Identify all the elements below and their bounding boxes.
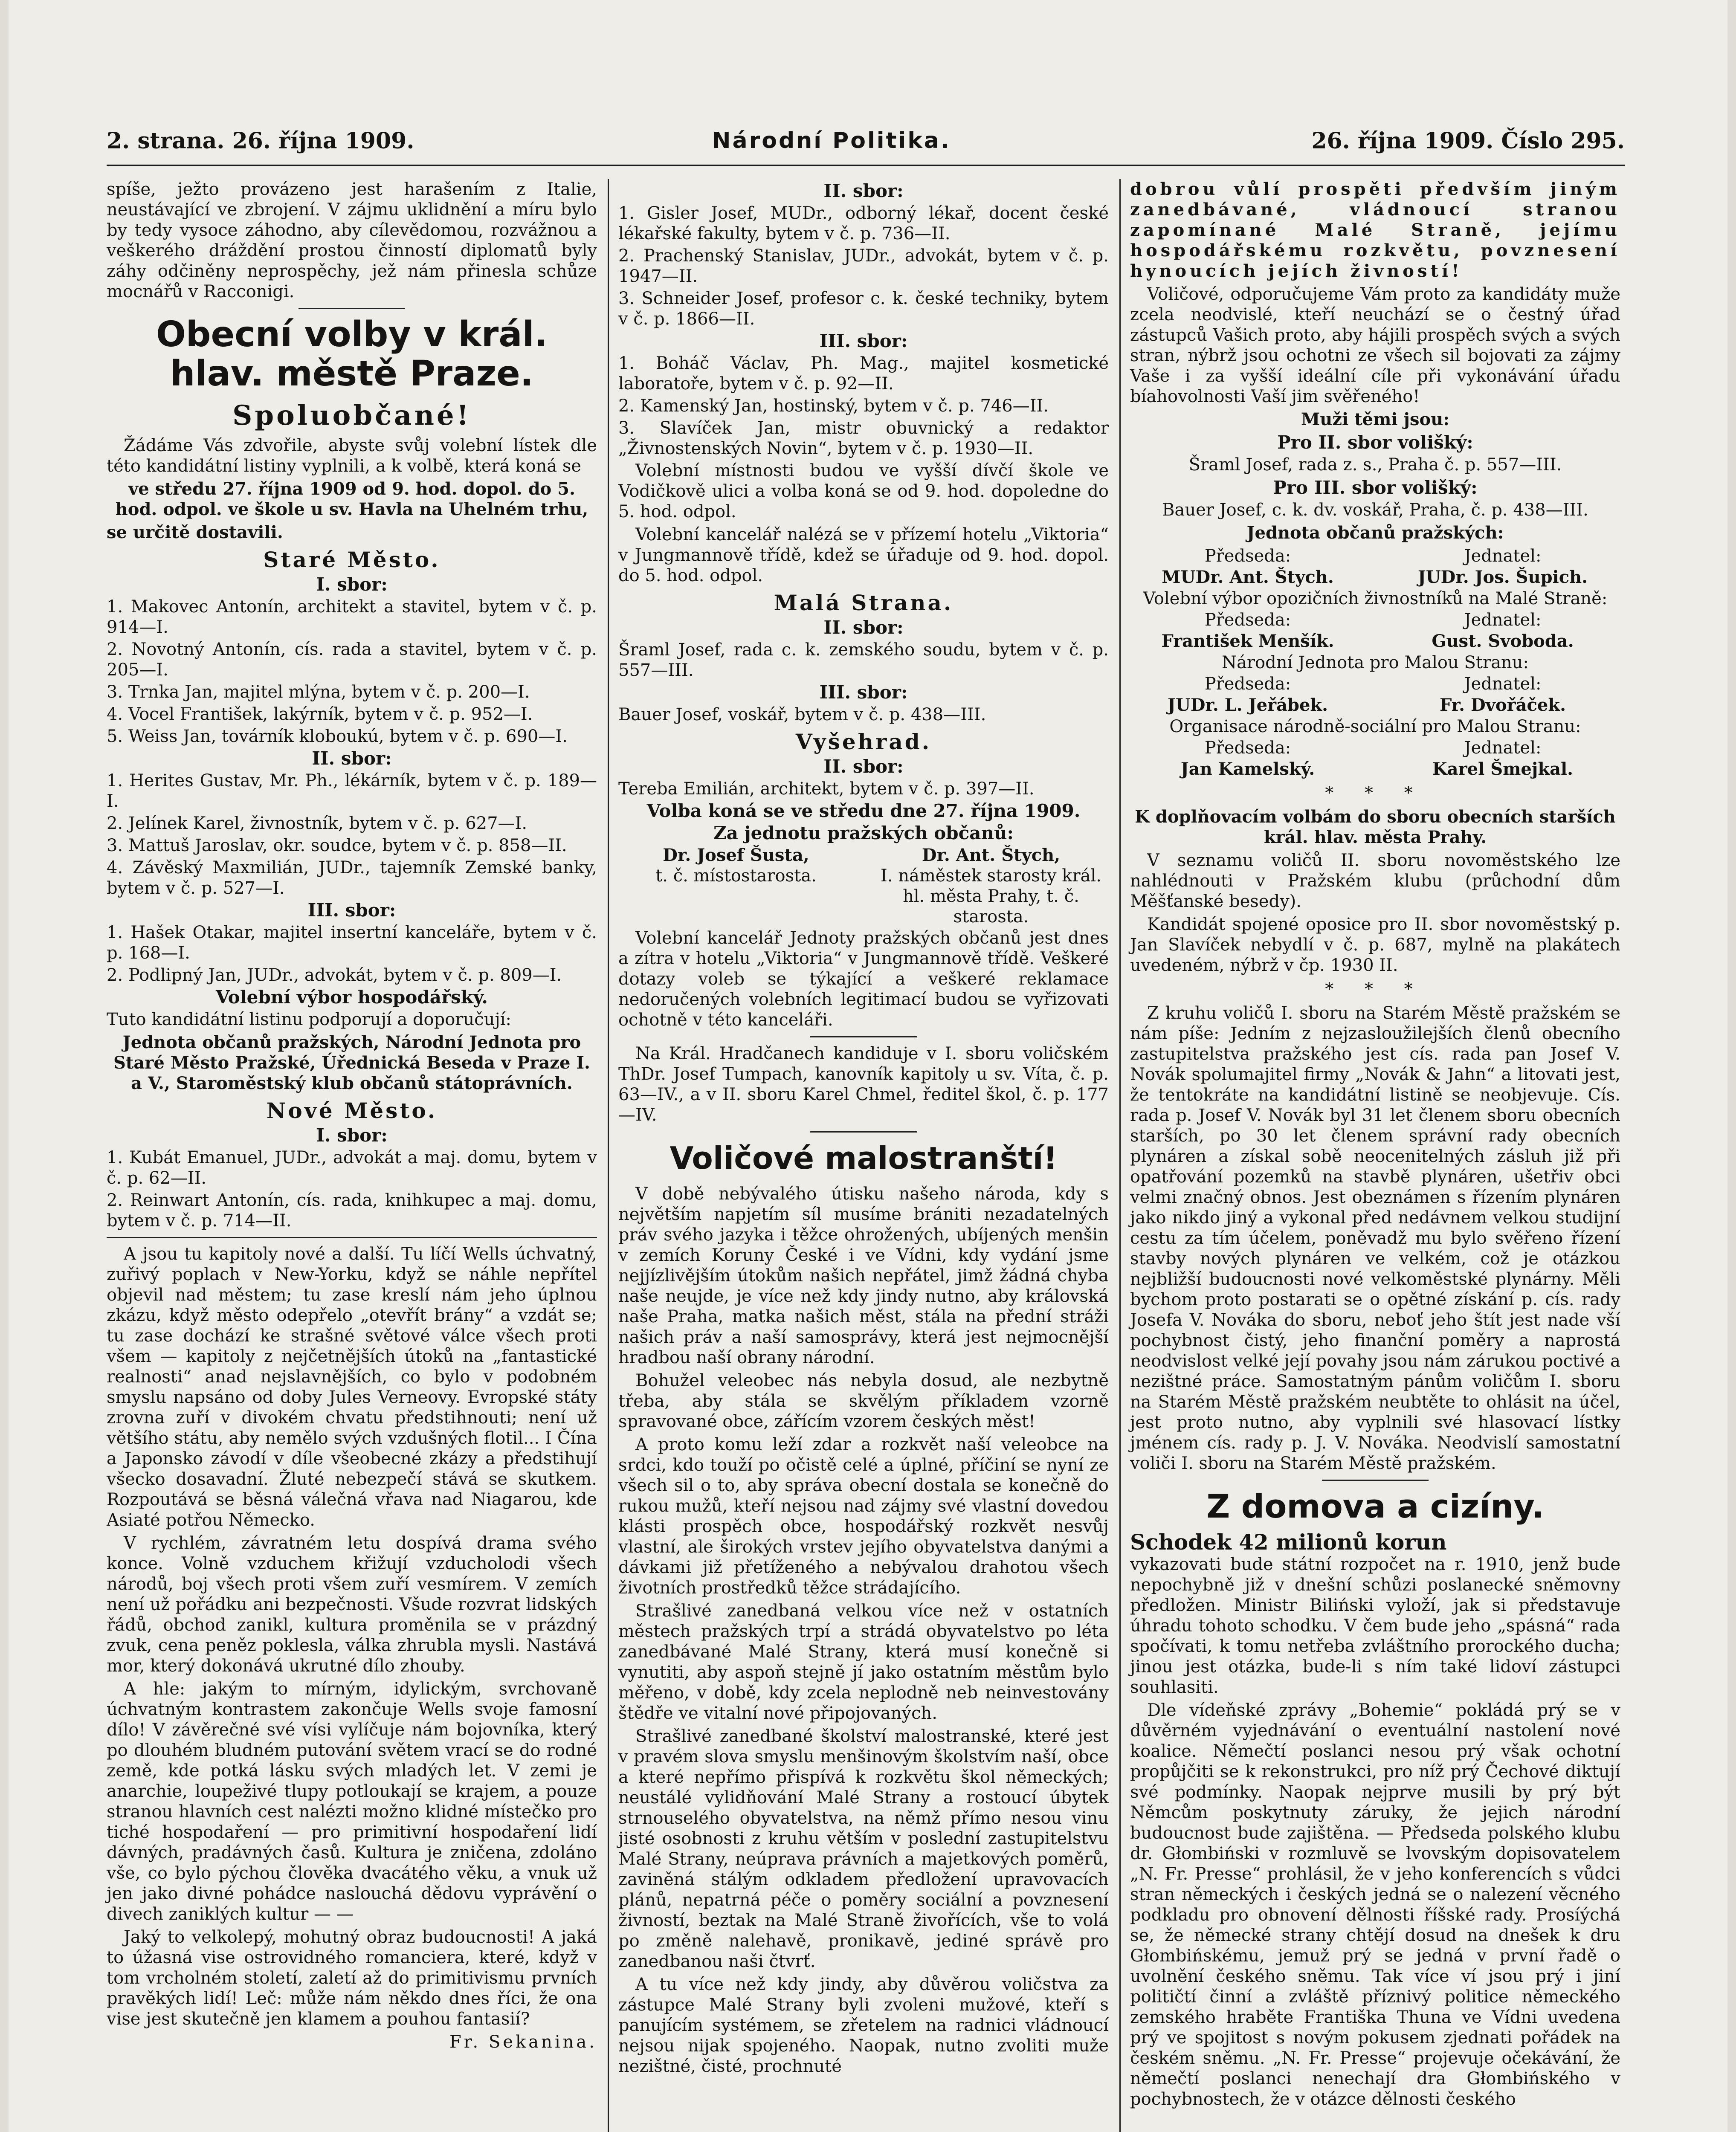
newspaper-title: Národní Politika. xyxy=(712,128,951,154)
column-divider xyxy=(608,179,609,2132)
sbor-heading: I. sbor: xyxy=(316,1125,388,1146)
signature-row xyxy=(1130,631,1620,652)
separator xyxy=(810,1131,917,1133)
hradcany-notice: Na Král. Hradčanech kandiduje v I. sboru voličském ThDr. Josef Tumpach, kanovník kapitoly u sv. Víta, č. p. 63—IV., a v II. sboru Karel Chmel, ředitel škol, č. p. 177—IV. xyxy=(618,1044,1109,1125)
asterism: * * * xyxy=(1325,783,1426,803)
signature-cell xyxy=(618,845,854,927)
candidate-notice: Kandidát spojené oposice pro II. sbor novoměstský p. Jan Slavíček nebydlí v č. p. 687, mylně na plakátech uvedeném, nýbrž v čp. 1930 II. xyxy=(1130,915,1620,975)
signatory-role: t. č. místostarosta. xyxy=(655,866,817,886)
candidate-item: 3. Slavíček Jan, mistr obuvnický a redaktor „Živnostenských Novin“, bytem v č. p. 1930—II. xyxy=(618,418,1109,458)
section-title-home-abroad: Z domova a cizíny. xyxy=(1206,1487,1544,1525)
candidate-item: 5. Weiss Jan, továrník kloboukú, bytem v č. p. 690—I. xyxy=(107,727,568,746)
union-heading: Za jednotu pražských občanů: xyxy=(713,823,1014,843)
org-heading: Volební výbor opozičních živnostníků na Malé Straně: xyxy=(1143,589,1608,608)
signatory-role: I. náměstek starosty král. hl. města Prahy, t. č. starosta. xyxy=(881,866,1101,927)
scan-edge-left xyxy=(0,0,9,2132)
feuilleton-paragraph: A jsou tu kapitoly nové a další. Tu líčí Wells úchvatný, zuřivý poplach v New-Yorku, když se náhle nepřítel objevil nad městem; tu zase kreslí nám jeho úplnou zkázu, když město odepřelo „otevřít brány“ a vzdát se; tu zase dochází ke strašné světové válce všech proti všem — kapitoly z nejčetnějších útoků na „fantastické realnosti“ anad nejslavnějších, co bylo v podobném smyslu napsáno od doby Jules Verneovy. Evropské státy zrovna zuří v divokém chvatu předstihnouti; není už většího státu, aby nemělo svých vzdušných flotil... I Čína a Japonsko závodí v díle všeobecné zkázy a předstihují všecko dosavadní. Žluté nebezpečí stává se skutkem. Rozpoutává se běsná válečná vřava nad Niagarou, kde Asiaté potřou Německo. xyxy=(107,1244,597,1530)
page-number-date: 2. strana. 26. října 1909. xyxy=(107,128,414,154)
signatory-name: MUDr. Ant. Štych. xyxy=(1162,567,1334,587)
signatory-name: JUDr. Jos. Šupich. xyxy=(1417,567,1588,587)
district-heading: Staré Město. xyxy=(263,547,441,572)
candidate-item: Šraml Josef, rada z. s., Praha č. p. 557—III. xyxy=(1188,455,1562,475)
signature-row xyxy=(1130,567,1620,588)
polling-place: Volební místnosti budou ve vyšší dívčí škole ve Vodičkově ulici a volba koná se od 9. hod. dopoledne do 5. hod. odpol. xyxy=(618,461,1109,521)
signatory-name: Gust. Svoboda. xyxy=(1432,631,1574,651)
feuilleton-paragraph: V rychlém, závratném letu dospívá drama svého konce. Volně vzduchem křižují vzducholodi všech národů, boj všech proti všem zuří vesmírem. V zemích není už pořádku ani bezpečnosti. Všude rozvrat lidských řádů, obchod zanikl, kultura proměnila se v prázdný zvuk, cena peněz poklesla, válka zhrubla mysli. Nastává mor, který dokonává ukrutné dílo zhouby. xyxy=(107,1533,597,1676)
news-paragraph: Dle vídeňské zprávy „Bohemie“ pokládá prý se v důvěrném vyjednávání o eventuální nastolení nové koalice. Němečtí poslanci nesou prý však ochotní propůjčiti se k rekonstrukci, pro níž prý Čechové diktují své podmínky. Naopak nejprve musili by prý být Němcům poskytnuty záruky, že jejich národní budoucnost bude zajištěna. — Předseda polského klubu dr. Głombiński v rozmluvě se lvovským dopisovatelem „N. Fr. Presse“ prohlásil, že v jeho konferencích s vůdci stran německých i českých jedná se o nalezení věcného podkladu pro obnovení dělnosti říšské rady. Prosíýchá se, že německé strany chtějí dosud na dnešek k dru Głombińskému, jemuž prý se jedná v první řadě o uvolnění českého sněmu. Tak více ví jsou prý i jiní političtí činní a zvláště příznivý politice německého zemského hraběte Františka Thuna ve Vídni uvedena prý ve spojitost s novým pokusem zjednati pořádek na českém sněmu. „N. Fr. Presse“ projevuje očekávání, že němečtí poslanci nenechají dra Głombińského v pochybnostech, že v otázce dělnosti českého xyxy=(1130,1700,1620,2109)
column-1 xyxy=(107,179,597,2055)
signatory-name: Dr. Josef Šusta, xyxy=(663,845,809,865)
district-heading: Vyšehrad. xyxy=(795,729,932,754)
candidate-item: 3. Schneider Josef, profesor c. k. české techniky, bytem v č. p. 1866—II. xyxy=(618,289,1109,329)
appeal-heading: Spoluobčané! xyxy=(232,400,471,432)
sbor-heading: II. sbor: xyxy=(823,756,904,777)
candidate-item: Tereba Emilián, architekt, bytem v č. p. 397—II. xyxy=(618,779,1035,799)
candidate-item: Šraml Josef, rada c. k. zemského soudu, bytem v č. p. 557—III. xyxy=(618,640,1109,680)
org-heading: Jednota občanů pražských: xyxy=(1246,523,1504,543)
candidate-item: 3. Mattuš Jaroslav, okr. soudce, bytem v č. p. 858—II. xyxy=(107,836,567,855)
candidate-item: 2. Jelínek Karel, živnostník, bytem v č. p. 627—I. xyxy=(107,814,527,833)
role-label: Jednatel: xyxy=(1464,674,1542,694)
sbor-heading: II. sbor: xyxy=(823,180,904,201)
news-paragraph: vykazovati bude státní rozpočet na r. 1910, jenž bude nepochybně již v dnešní schůzi poslanecké sněmovny předložen. Ministr Biliński vyloží, jak si představuje úhradu tohoto schodku. V čem bude jeho „spásná“ rada spočívati, k tomu netřeba zvláštního prorockého ducha; jinou jest otázka, bude-li s ním také lidoví zástupci souhlasiti. xyxy=(1130,1555,1620,1697)
separator xyxy=(299,308,405,309)
signature-row xyxy=(1130,546,1620,566)
role-label: Předseda: xyxy=(1204,674,1291,694)
article-paragraph: Bohužel veleobec nás nebyla dosud, ale nezbytně třeba, aby stála se skvělým příkladem vzorně spravované obce, zářícím vzorem českých měst! xyxy=(618,1371,1109,1431)
feuilleton-paragraph: Jaký to velkolepý, mohutný obraz budoucnosti! A jaká to úžasná vise ostrovidného romanciera, které, když v tom vrcholném století, zaletí až do primitivismu prvních pravěkých lidí! Leč: může nám někdo dnes říci, že ona vise jest skutečně jen klamem a pouhou fantasií? xyxy=(107,1927,597,2029)
signature-row xyxy=(1130,610,1620,630)
article-continuation: dobrou vůlí prospěti předvším jiným zanedbávané, vládnoucí stranou zapomínané Malé Straně, jejímu hospodářskému rozkvětu, povznesení hynoucích jejích živností! xyxy=(1130,179,1620,281)
article-paragraph: Strašlivé zanedbaná velkou více než v ostatních městech pražských trpí a strádá obyvatelstvo po léta zanedbávané Malé Strany, která musí konečně si vynutiti, aby aspoň stejně jí jako ostatním městům bylo měřeno, v době, kdy zcela neplodně neb neinvestovány štědře ve vitalní nové připojovaných. xyxy=(618,1601,1109,1723)
signature-row xyxy=(1130,674,1620,694)
feuilleton-signature: Fr. Sekanina. xyxy=(449,2032,597,2052)
news-heading: Schodek 42 milionů korun xyxy=(1130,1529,1447,1555)
separator xyxy=(107,1237,597,1238)
signatory-name: Dr. Ant. Štych, xyxy=(922,845,1061,865)
candidate-item: 4. Závěský Maxmilián, JUDr., tajemník Zemské banky, bytem v č. p. 527—I. xyxy=(107,858,597,898)
sbor-heading: Pro II. sbor volišký: xyxy=(1277,432,1473,453)
candidate-item: 1. Gisler Josef, MUDr., odborný lékař, docent české lékařské fakulty, bytem v č. p. 736—II. xyxy=(618,203,1109,243)
candidate-item: 1. Makovec Antonín, architekt a stavitel, bytem v č. p. 914—I. xyxy=(107,597,597,637)
candidate-item: 2. Prachenský Stanislav, JUDr., advokát, bytem v č. p. 1947—II. xyxy=(618,246,1109,286)
candidate-item: 2. Reinwart Antonín, cís. rada, knihkupec a maj. domu, bytem v č. p. 714—II. xyxy=(107,1191,597,1231)
candidate-item: 1. Hašek Otakar, majitel insertní kanceláře, bytem v č. p. 168—I. xyxy=(107,923,597,963)
separator xyxy=(1322,1480,1429,1481)
sbor-heading: Pro III. sbor volišký: xyxy=(1273,477,1478,498)
article-paragraph: Z kruhu voličů I. sboru na Starém Městě pražském se nám píše: Jedním z nejzasloužilejších členů obecního zastupitelstva pražského jest cís. rada pan Josef V. Novák spolumajitel firmy „Novák & Jahn“ a litovati jest, že tentokráte na kandidátní listině se neobjevuje. Cís. rada p. Josef V. Novák byl 31 let členem sboru obecních starších, po 30 let členem správní rady obecních plynáren a získal sobě neocenitelných zásluh již při opatřování pozemků na stavbě plynáren, ušetřiv obci velmi značný obnos. Jest obeznámen s řízením plynáren jako nikdo jiný a vykonal před nedávnem velkou studijní cestu za tím účelem, poněvadž mu bylo svěřeno řízení stavby nových plynáren ve velkém, což je otázkou nejbližší budoucnosti nové velkoměstské plynárny. Měli bychom proto postarati se o opětné získání p. cís. rady Josefa V. Nováka do sboru, neboť jeho štít jest nade vší pochybnost čistý, jeho finanční poměry a naprostá neodvislost velké její povahy jsou nám zárukou poctivé a nezištné práce. Samostatným pánům voličům I. sboru na Starém Městě pražském neubtěte to ohlásit na účel, jest proto nutno, aby vyplnili své hlasovací lístky jménem cís. rady p. J. V. Nováka. Neodvislí samostatní voliči I. sboru na Starém Městě pražském. xyxy=(1130,1003,1620,1473)
sbor-heading: III. sbor: xyxy=(819,330,908,351)
candidate-item: 4. Vocel František, lakýrník, bytem v č. p. 952—I. xyxy=(107,704,533,724)
election-date-notice: Volba koná se ve středu dne 27. října 1909. xyxy=(646,800,1081,821)
role-label: Předseda: xyxy=(1204,738,1291,758)
candidate-item: 2. Novotný Antonín, cís. rada a stavitel, bytem v č. p. 205—I. xyxy=(107,640,597,680)
appeal-text: Žádáme Vás zdvořile, abyste svůj volební lístek dle této kandidátní listiny vyplnili, a k volbě, která koná se xyxy=(107,436,597,476)
role-label: Jednatel: xyxy=(1464,546,1542,566)
notice-text: V seznamu voličů II. sboru novoměstského lze nahlédnouti v Pražském klubu (průchodní dům Měšťanské besedy). xyxy=(1130,851,1620,911)
org-heading: Národní Jednota pro Malou Stranu: xyxy=(1222,653,1529,672)
candidate-item: Bauer Josef, c. k. dv. voskář, Praha, č. p. 438—III. xyxy=(1162,500,1588,520)
newspaper-page xyxy=(107,128,1625,2132)
committee-orgs: Jednota občanů pražských, Národní Jednota pro Staré Město Pražské, Úřednická Beseda v Praze I. a V., Staroměstský klub občanů státoprávních. xyxy=(113,1032,590,1093)
signatory-name: Karel Šmejkal. xyxy=(1432,759,1574,779)
article-continuation: spíše, ježto provázeno jest harašením z Italie, neustávající ve zbrojení. V zájmu uklidnění a míru bylo by tedy vysoce záhodno, aby cílevědomou, rozvážnou a veškerého dráždění prostou činností diplomatů byly záhy odčiněny neprospěchy, jež nám přinesla schůze mocnářů v Racconigi. xyxy=(107,180,597,301)
signature-cell xyxy=(873,845,1109,927)
sbor-heading: III. sbor: xyxy=(819,682,908,703)
candidate-item: 1. Kubát Emanuel, JUDr., advokát a maj. domu, bytem v č. p. 62—II. xyxy=(107,1148,597,1188)
article-title-voters: Voličové malostranští! xyxy=(669,1140,1058,1176)
separator xyxy=(810,1036,917,1037)
sbor-heading: I. sbor: xyxy=(316,574,388,595)
committee-heading: Volební výbor hospodářský. xyxy=(215,987,488,1008)
candidate-item: 1. Boháč Václav, Ph. Mag., majitel kosmetické laboratoře, bytem v č. p. 92—II. xyxy=(618,353,1109,394)
appeal-date: ve středu 27. října 1909 od 9. hod. dopol. do 5. hod. odpol. ve škole u sv. Havla na Uhelném trhu, xyxy=(115,479,588,519)
role-label: Jednatel: xyxy=(1464,610,1542,630)
signature-row xyxy=(1130,695,1620,715)
candidate-item: Bauer Josef, voskář, bytem v č. p. 438—III. xyxy=(618,705,986,724)
signature-row xyxy=(1130,759,1620,779)
masthead-rule xyxy=(107,165,1625,166)
candidates-intro: Muži těmi jsou: xyxy=(1301,409,1450,429)
role-label: Jednatel: xyxy=(1464,738,1542,758)
column-2 xyxy=(618,179,1109,2079)
committee-text: Tuto kandidátní listinu podporují a doporučují: xyxy=(107,1010,512,1029)
article-title-elections: Obecní volby v král. hlav. městě Praze. xyxy=(156,314,548,394)
org-heading: Organisace národně-sociální pro Malou Stranu: xyxy=(1169,717,1581,736)
election-office: Volební kancelář nalézá se v přízemí hotelu „Viktoria“ v Jungmannově třídě, kdež se úřaduje od 9. hod. dopol. do 5. hod. odpol. xyxy=(618,525,1109,585)
role-label: Předseda: xyxy=(1204,546,1291,566)
sbor-heading: III. sbor: xyxy=(307,900,396,921)
article-paragraph: A proto komu leží zdar a rozkvět naší veleobce na srdci, kdo touží po očistě celé a úplné, příčiní se nyní ze všech sil o to, aby správa obecní dostala se konečně do rukou mužů, kteří nejsou nad zájmy své vlastní dovedou klásti prospěch obce, hospodářský rozkvět nesvůj vlastní, ale širokých vrstev jejího obyvatelstva danými a dávkami již přetíženého a nebývalou drahotou všech životních prostředků těžce strádajícího. xyxy=(618,1435,1109,1598)
candidate-item: 2. Podlipný Jan, JUDr., advokát, bytem v č. p. 809—I. xyxy=(107,965,562,985)
signature-row xyxy=(1130,738,1620,758)
scan-edge-right xyxy=(1727,0,1736,2132)
sbor-heading: II. sbor: xyxy=(823,617,904,638)
appeal-end: se určitě dostavili. xyxy=(107,522,283,542)
signatory-name: František Menšík. xyxy=(1161,631,1334,651)
feuilleton-paragraph: A hle: jakým to mírným, idylickým, svrchovaně úchvatným kontrastem zakončuje Wells svoje famosní dílo! V závěrečné své vísi vylíčuje nám bojovníka, který po dlouhém bludném putování světem vrací se do rodné země, kde potká lásku svých mladých let. V zemi je anarchie, loupeživé tlupy potloukají se krajem, a pouze stranou hlavních cest nalézti možno klidné místečko pro tiché hospodaření — pro primitivní hospodaření lidí dávných, pradávných časů. Kultura je zničena, zdoláno vše, co bylo pýchou člověka dvacátého věku, a vnuk už jen jako divné pohádce naslouchá dědovu vyprávění o divech zaniklých kultur — — xyxy=(107,1679,597,1924)
article-paragraph: Strašlivé zanedbané školství malostranské, které jest v pravém slova smyslu menšinovým školstvím naší, obce a které nepřímo přispívá k rozkvětu škol německých; neustálé vylidňování Malé Strany a rostoucí úbytek strnouselého obyvatelstva, na němž přímo nesou vinu jisté osobnosti z kruhu větším v poslední zastupitelstvu Malé Strany, neúprava právních a majetkových poměrů, zaviněná stálým odkladem předložení upravovacích plánů, nepatrná péče o poměry sociální a povznesení živností, beztak na Malé Straně živořících, vše to volá po změně nalehavě, pronikavě, jediné správě pro zanedbanou naši čtvrť. xyxy=(618,1726,1109,1971)
candidate-item: 2. Kamenský Jan, hostinský, bytem v č. p. 746—II. xyxy=(618,396,1049,416)
signatory-name: Fr. Dvořáček. xyxy=(1440,695,1566,715)
asterism: * * * xyxy=(1325,979,1426,999)
district-heading: Malá Strana. xyxy=(774,590,953,615)
district-heading: Nové Město. xyxy=(266,1098,438,1123)
notice-heading: K doplňovacím volbám do sboru obecních starších král. hlav. města Prahy. xyxy=(1135,807,1616,847)
sbor-heading: II. sbor: xyxy=(312,748,392,769)
column-divider xyxy=(1119,179,1121,2132)
candidate-item: 3. Trnka Jan, majitel mlýna, bytem v č. p. 200—I. xyxy=(107,682,530,702)
article-paragraph: A tu více než kdy jindy, aby důvěrou voličstva za zástupce Malé Strany byli zvoleni mužové, kteří s panujícím systémem, se zřetelem na radnici vládnoucí nejsou nijak spojeného. Naopak, nutno zvoliti muže nezištné, čisté, prochnuté xyxy=(618,1975,1109,2076)
masthead xyxy=(107,128,1625,158)
candidate-item: 1. Herites Gustav, Mr. Ph., lékárník, bytem v č. p. 189—I. xyxy=(107,771,597,811)
signature-row xyxy=(618,845,1109,927)
article-paragraph: V době nebývalého útisku našeho národa, kdy s největším napjetím síl musíme brániti nezadatelných práv svého jazyka i těžce ohrožených, ubíjených menšin v zemích Koruny České i ve Vídni, kdy vydání jsme nejjízlivějším útokům našich nepřátel, jimž žádná chyba naše neujde, je více než kdy jindy nutno, aby královská naše Praha, matka našich měst, stála na přední stráži našich práv a naší samosprávy, která jest nejmocnější hradbou naší obrany národní. xyxy=(618,1184,1109,1367)
signatory-name: JUDr. L. Jeřábek. xyxy=(1167,695,1328,715)
signatory-name: Jan Kamelský. xyxy=(1180,759,1315,779)
column-3 xyxy=(1130,179,1620,2112)
union-office-notice: Volební kancelář Jednoty pražských občanů jest dnes a zítra v hotelu „Viktoria“ v Jungmannově třídě. Veškeré dotazy voleb se týkající a veškeré reklamace nedoručených volebních legitimací budou se vyřizovati ochotně v této kanceláři. xyxy=(618,928,1109,1030)
article-paragraph: Voličové, odporučujeme Vám proto za kandidáty muže zcela neodvislé, kteří neuchází se o čestný úřad zástupců Vašich proto, aby hájili prospěch svých a svých stran, nýbrž jsou ochotni ze všech sil bojovati za zájmy Vaše i za vyšší ideální cíle při vykonávání úřadu bíahovolnosti Vaší jim svěřeného! xyxy=(1130,284,1620,406)
role-label: Předseda: xyxy=(1204,610,1291,630)
issue-date-number: 26. října 1909. Číslo 295. xyxy=(1311,128,1625,154)
